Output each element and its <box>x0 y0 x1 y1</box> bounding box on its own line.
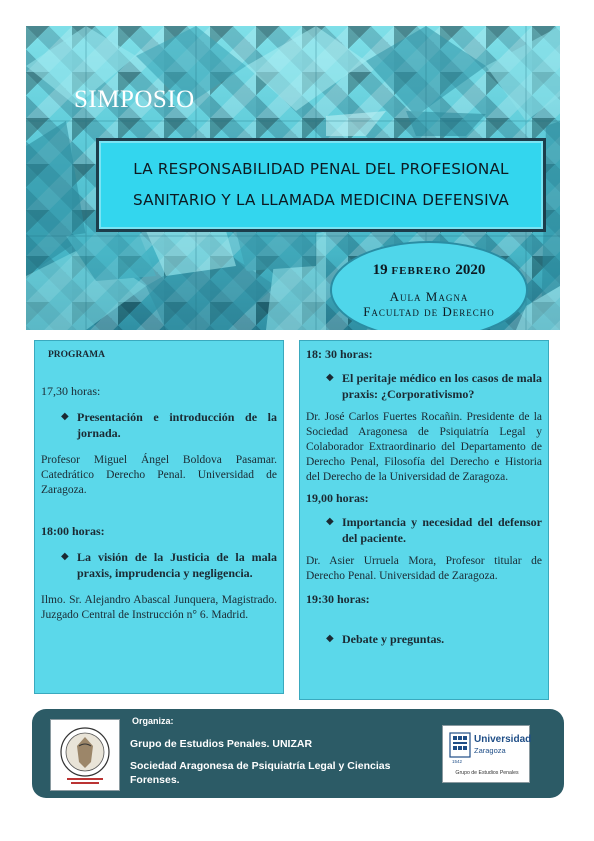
session-title: Importancia y necesidad del defensor del paciente. <box>342 515 542 545</box>
university-name: Universidad <box>474 734 532 745</box>
event-title-line1: LA RESPONSABILIDAD PENAL DEL PROFESIONAL <box>133 160 509 178</box>
session-title: Debate y preguntas. <box>342 632 445 646</box>
session-time: 18: 30 horas: <box>306 347 373 361</box>
university-city: Zaragoza <box>474 746 506 755</box>
speaker-description: Dr. José Carlos Fuertes Rocañin. Presidente de la Sociedad Aragonesa de Psiquiatría Legal y Colaborador Extraordinario del Departamento de Derecho Penal, Filosofía del Derecho e Historia del Derecho de la Universidad de Zaragoza. <box>306 411 542 483</box>
title-box <box>96 138 546 232</box>
event-title-line2: SANITARIO Y LA LLAMADA MEDICINA DEFENSIVA <box>132 191 510 209</box>
organizers-footer <box>32 709 564 798</box>
speaker-description: Dr. Asier Urruela Mora, Profesor titular de Derecho Penal. Universidad de Zaragoza. <box>306 555 542 582</box>
diamond-bullet-icon: ◆ <box>61 551 69 562</box>
research-group-name: Grupo de Estudios Penales <box>455 770 519 776</box>
society-seal-logo <box>50 719 120 791</box>
session-item <box>326 370 542 402</box>
event-date-day: 19 <box>372 261 388 278</box>
university-crest-icon <box>449 732 471 758</box>
program-heading: PROGRAMA <box>48 350 105 360</box>
organizers-text <box>130 716 415 787</box>
organizers-label: Organiza: <box>132 716 174 726</box>
organizer-2: Sociedad Aragonesa de Psiquiatría Legal y Ciencias Forenses. <box>130 760 391 786</box>
session-title: El peritaje médico en los casos de mala praxis: ¿Corporativismo? <box>342 371 542 401</box>
session-time: 19:30 horas: <box>306 592 370 606</box>
speaker-description: Profesor Miguel Ángel Boldova Pasamar. Catedrático Derecho Penal. Universidad de Zaragoza. <box>41 454 277 496</box>
diamond-bullet-icon: ◆ <box>61 411 69 422</box>
diamond-bullet-icon: ◆ <box>326 372 334 383</box>
speaker-description: Ilmo. Sr. Alejandro Abascal Junquera, Magistrado. Juzgado Central de Instrucción n° 6. Madrid. <box>41 594 277 621</box>
diamond-bullet-icon: ◆ <box>326 633 334 644</box>
event-type-heading: SIMPOSIO <box>74 86 195 113</box>
session-item <box>326 631 542 647</box>
session-item <box>61 549 277 581</box>
event-date-month: febrero <box>391 261 452 278</box>
event-place-line1: Aula Magna <box>389 288 469 304</box>
event-info-ellipse <box>330 241 528 330</box>
session-time: 18:00 horas: <box>41 524 105 538</box>
session-title: La visión de la Justicia de la mala praxis, imprudencia y negligencia. <box>77 550 277 580</box>
event-date-year: 2020 <box>455 261 486 278</box>
event-date <box>373 262 486 279</box>
organizer-1: Grupo de Estudios Penales. UNIZAR <box>130 738 313 750</box>
seal-emblem-icon <box>53 722 117 788</box>
university-logo <box>442 725 530 783</box>
session-item <box>61 409 277 441</box>
program-column-left <box>34 340 284 694</box>
diamond-bullet-icon: ◆ <box>326 516 334 527</box>
university-year: 1542 <box>452 759 463 764</box>
session-time: 17,30 horas: <box>41 384 101 398</box>
program-column-right <box>299 340 549 700</box>
hero-banner <box>26 26 560 330</box>
event-place-line2: Facultad de Derecho <box>363 303 495 319</box>
session-time: 19,00 horas: <box>306 491 369 505</box>
session-title: Presentación e introducción de la jornada. <box>77 410 277 440</box>
session-item <box>326 514 542 546</box>
